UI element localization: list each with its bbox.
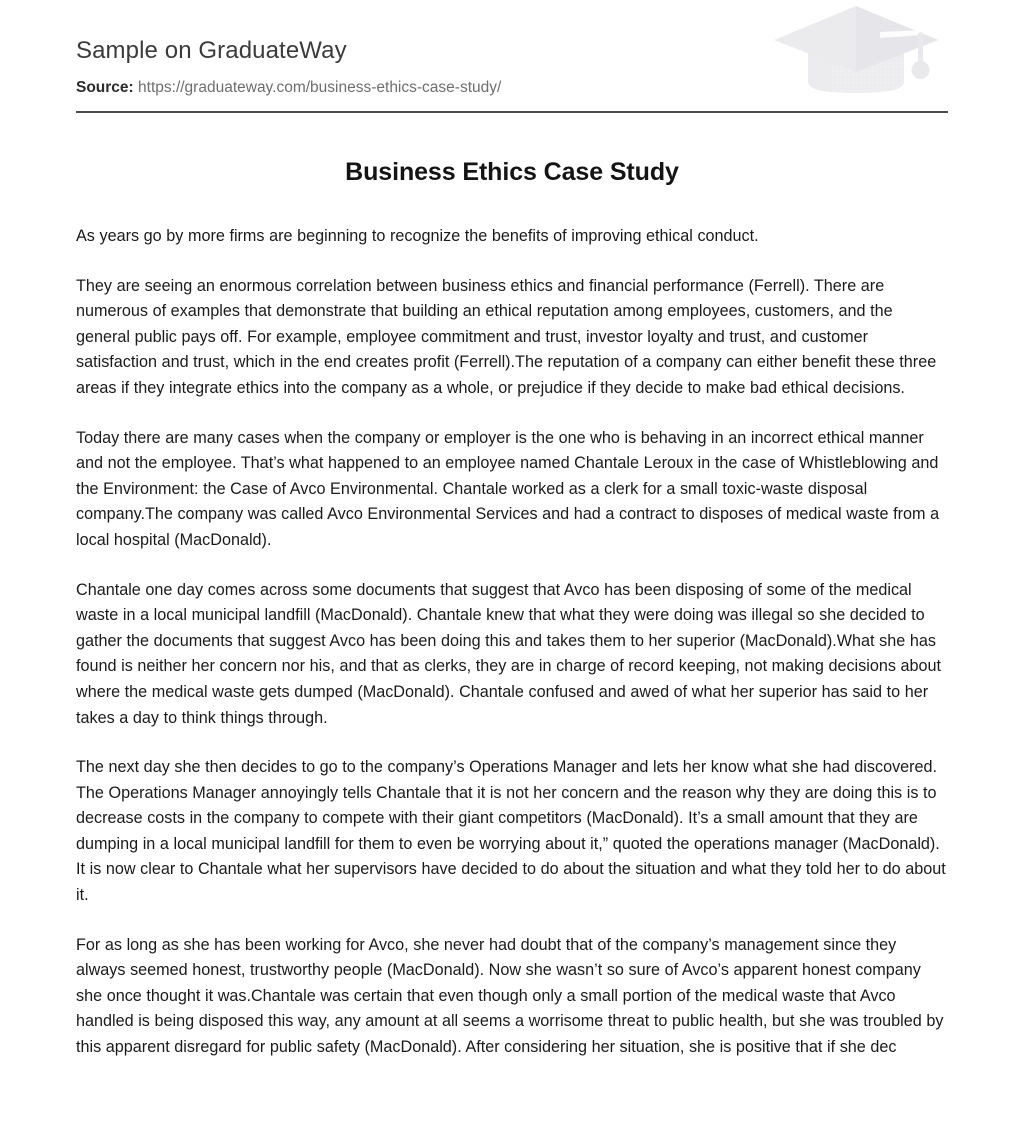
- body-paragraph: Today there are many cases when the company or employer is the one who is behaving in an incorrect ethical manner and not the employee. That’s what happened to an employee named Chantale Leroux in the case of Whistleblowing and the Environment: the Case of Avco Environmental. Chantale worked as a clerk for a small toxic-waste disposal company.The company was called Avco Environmental Services and had a contract to disposes of medical waste from a local hospital (MacDonald).: [76, 428, 940, 549]
- source-line: [76, 78, 948, 98]
- document-header: [76, 0, 948, 104]
- body-paragraph: For as long as she has been working for Avco, she never had doubt that of the company’s management since they always seemed honest, trustworthy people (MacDonald). Now she wasn’t so sure of Avco’s apparent honest company she once thought it was.Chantale was certain that even though only a small portion of the medical waste that Avco handled is being disposed this way, any amount at all seems a worrisome threat to public health, but she was troubled by this apparent disregard for public safety (MacDonald). After considering her situation, she is positive that if she dec: [76, 935, 944, 1057]
- body-paragraph: The next day she then decides to go to the company’s Operations Manager and lets her know what she had discovered. The Operations Manager annoyingly tells Chantale that it is not her concern and the reason why they are doing this is to decrease costs in the company to compete with their giant competitors (MacDonald). It’s a small amount that they are dumping in a local municipal landfill for them to even be worrying about it,” quoted the operations manager (MacDonald). It is now clear to Chantale what her supervisors have decided to do about the situation and what they told her to do about it.: [76, 758, 946, 905]
- brand-title: Sample on GraduateWay: [76, 37, 347, 64]
- body-paragraph: Chantale one day comes across some documents that suggest that Avco has been disposing of some of the medical waste in a local municipal landfill (MacDonald). Chantale knew that what they were doing was illegal so she decided to gather the documents that suggest Avco has been doing this and takes them to her superior (MacDonald).What she has found is neither her concern nor his, and that as clerks, they are in charge of record keeping, not making decisions about where the medical waste gets dumped (MacDonald). Chantale confused and awed of what her superior has said to her takes a day to think things through.: [76, 580, 942, 727]
- document-body: [76, 187, 948, 1061]
- source-label: Source:: [76, 79, 134, 96]
- header-divider: [76, 111, 948, 113]
- page-title: Business Ethics Case Study: [345, 158, 679, 186]
- source-url[interactable]: https://graduateway.com/business-ethics-case-study/: [138, 79, 502, 96]
- body-paragraph: They are seeing an enormous correlation between business ethics and financial performance (Ferrell). There are numerous of examples that demonstrate that building an ethical reputation among employees, customers, and the general public pays off. For example, employee commitment and trust, investor loyalty and trust, and customer satisfaction and trust, which in the end creates profit (Ferrell).The reputation of a company can either benefit these three areas if they integrate ethics into the company as a whole, or prejudice if they decide to make bad ethical decisions.: [76, 276, 937, 397]
- body-paragraph: As years go by more firms are beginning to recognize the benefits of improving ethical conduct.: [76, 227, 759, 245]
